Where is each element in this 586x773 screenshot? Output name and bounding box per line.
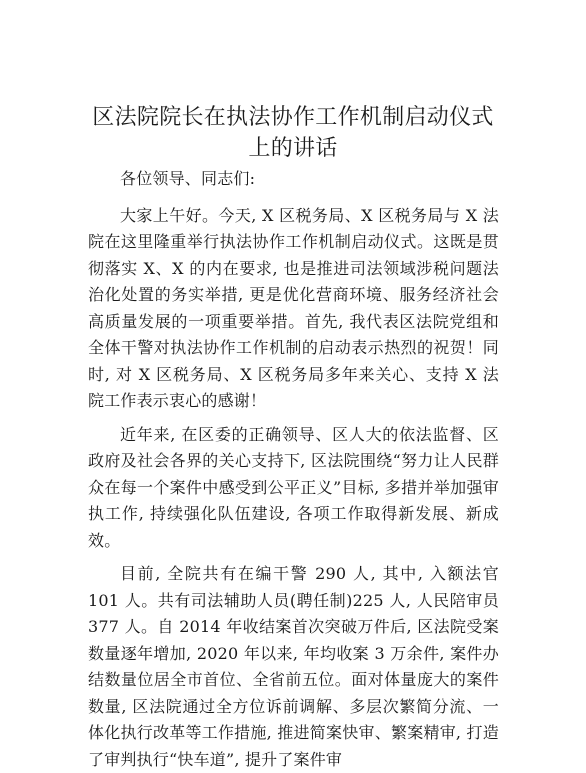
document-title: 区法院院长在执法协作工作机制启动仪式上的讲话 xyxy=(92,105,494,161)
paragraph-1: 大家上午好。今天, X 区税务局、X 区税务局与 X 法院在这里隆重举行执法协作工作机制启动仪式。这既是贯彻落实 X、X 的内在要求, 也是推进司法领域涉税问题法治化处置的务实举措, 更是优化营商环境、服务经济社会高质量发展的一项重要举措。首先, 我代表区法院党组和全体干警对执法协作工作机制的启动表示热烈的祝贺！同时, 对 X 区税务局、X 区税务局多年来关心、支持 X 法院工作表示衷心的感谢！ xyxy=(88,205,499,410)
document-body xyxy=(88,166,499,773)
paragraph-2: 近年来, 在区委的正确领导、区人大的依法监督、区政府及社会各界的关心支持下, 区法院围绕“努力让人民群众在每一个案件中感受到公平正义”目标, 多措并举加强审执工作, 持续强化队伍建设, 各项工作取得新发展、新成效。 xyxy=(88,424,499,550)
paragraph-3: 目前, 全院共有在编干警 290 人, 其中, 入额法官 101 人。共有司法辅助人员(聘任制)225 人, 人民陪审员 377 人。自 2014 年收结案首次突破万件后, 区法院受案数量逐年增加, 2020 年以来, 年均收案 3 万余件, 案件办结数量位居全市首位、全省前五位。面对体量庞大的案件数量, 区法院通过全方位诉前调解、多层次繁简分流、一体化执行改革等工作措施, 推进简案快审、繁案精审, 打造了审判执行“快车道”, 提升了案件审 xyxy=(88,564,499,769)
greeting-line: 各位领导、同志们: xyxy=(120,169,256,188)
